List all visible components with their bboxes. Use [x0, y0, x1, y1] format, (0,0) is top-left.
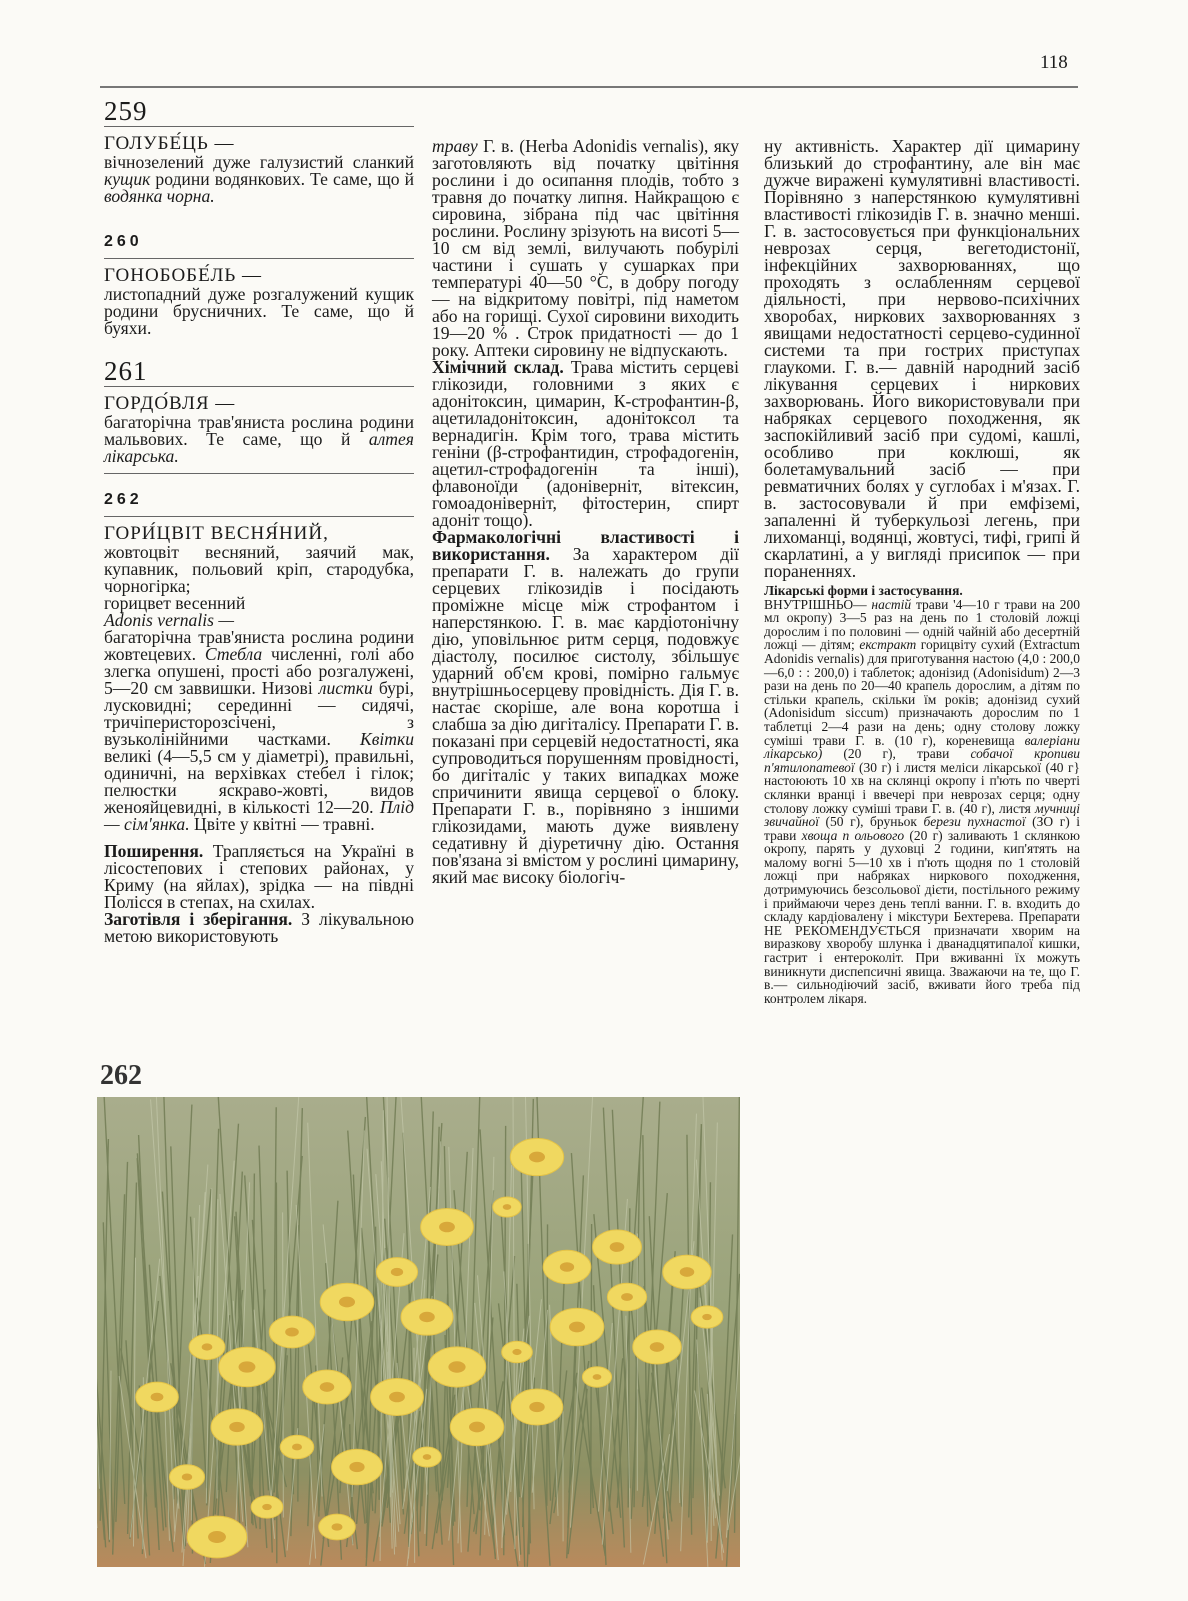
dosage-forms: Лікарські форми і застосування. ВНУТРІШНЬО— настій трави '4—10 г трави на 200 мл окропу) 3—5 раз на день по 1 столовій ложці дорослим і по половині — одній чайній або десертній ложці — дітям; екстракт горицвіту сухий (Extractum Adonidis vernalis) для приготування настою (4,0 : 200,0—6,0 : : 200,0) і таблеток; адонізид (Adonisidum) 2—3 рази на день по 20—40 крапель дорослим, а дітям по стільки крапель, скільки їм років; адонізид сухий (Adonisidum siccum) призначають дорослим по 1 таблетці 2—4 рази на день; одну столову ложку суміші трави Г. в. (10 г), кореневища валеріани лікарсько) (20 г), трави собачої кропиви п'ятилопатевої (30 г) і листя меліси лікарської (40 г} настоюють 10 хв на склянці окропу і п'ють по чверті склянки вранці і ввечері при неврозах серця; одну столову ложку суміші трави Г. в. (40 г), листя мучниці звичайної (50 г), бруньок берези пухнастої (ЗО г) і трави хвоща п ольового (20 г) заливають 1 склянкою окропу, парять у духовці 2 години, кип'ятять на малому вогні 5—10 хв і п'ють щодня по 1 столовій ложці при набряках ниркового походження, дотримуючись безсольової дієти, постільного режиму і приймаючи через день теплі ванни. Г. в. входить до складу кардіовалену і мікстури Бехтерева. Препарати НЕ РЕКОМЕНДУЄТЬСЯ призначати хворим на виразкову хворобу шлунка і дванадцятипалої кишки, гастрит і ентероколіт. При вживанні їх можуть виникнути диспепсичні явища. Зважаючи на те, що Г. в.— сильнодіючий засіб, вживати його треба під контролем лікаря. [764, 583, 1081, 1006]
flower-center [448, 1361, 465, 1372]
entry-261 [104, 356, 414, 474]
flower-center [151, 1393, 164, 1402]
flower-center [202, 1343, 213, 1350]
entry-headword: ГОНОБОБЕ́ЛЬ — [104, 265, 262, 286]
flower-center [529, 1152, 545, 1163]
entry-headword: ГОРИ́ЦВІТ ВЕСНЯ́НИЙ, [104, 523, 329, 544]
flower-center [239, 1361, 256, 1372]
entry-rule [104, 516, 414, 517]
entry-260 [104, 232, 414, 337]
figure-number: 262 [100, 1060, 142, 1091]
entry-text: жовтоцвіт весняний, заячий мак, купавник, польовий кріп, стародубка, чорногірка; горицвет весенний Adonis vernalis — багаторічна трав'яниста рослина родини жовтецевих. Стебла численні, голі або злегка опушені, прості або розгалужені, 5—20 см заввишки. Низові листки бурі, лусковидні; серединні — сидячі, тричіперисторозсічені, з вузьколінійними частками. Квітки великі (4—5,5 см у діаметрі), правильні, одиничні, на верхівках стебел і гілок; пелюстки яскраво-жовті, видов женояйцевидні, в кількості 12—20. Плід — сім'янка. Цвіте у квітні — травні. Поширення. Трапляється на Україні в лісостепових і степових районах, у Криму (на яйлах), зрідка — на півдні Полісся в степах, на схилах. Заготівля і зберігання. З лікувальною метою використовують [104, 542, 415, 946]
flower-center [593, 1374, 602, 1380]
entry-rule [104, 258, 414, 259]
flower-center [332, 1523, 343, 1530]
top-rule [100, 86, 1078, 88]
column-3 [764, 138, 1080, 1005]
entry-headword: ГОЛУБЕ́ЦЬ — [104, 133, 235, 154]
flower-center [320, 1382, 335, 1392]
entry-rule [104, 473, 414, 474]
column-2 [432, 138, 739, 886]
flower-center [419, 1312, 435, 1322]
flower-center [182, 1473, 193, 1480]
page-number: 118 [1040, 52, 1068, 73]
entry-rule [104, 386, 414, 387]
flower-center [560, 1262, 574, 1272]
entry-number: 260 [104, 233, 143, 250]
flower-center [262, 1504, 272, 1510]
flower-center [702, 1314, 712, 1320]
flower-center [439, 1222, 455, 1233]
entry-text: листопадний дуже розгалужений кущик родини брусничних. Те саме, що й буяхи. [104, 284, 414, 338]
flower-center [621, 1293, 633, 1301]
column-2-text: траву Г. в. (Herba Adonidis vernalis), яку заготовляють від початку цвітіння рослини і до осипання плодів, тобто з травня до початку липня. Найкращою є сировина, зібрана під час цвітіння рослини. Рослину зрізують на висоті 5—10 см від землі, вилучають побурілі частини і сушать у сушарках при температурі 40—50 °С, в добру погоду — на відкритому повітрі, під наметом або на горищі. Сухої сировини виходить 19—20 % . Строк придатності — до 1 року. Аптеки сировину не відпускають. Хімічний склад. Трава містить серцеві глікозиди, головними з яких є адонітоксин, цимарин, К-строфантин-β, ацетиладонітоксин, адонітоксол та вернадигін. Крім того, трава містить геніни (β-строфантидин, строфадогенін, ацетил-строфадогенін та інші), флавоноїди (адоніверніт, вітексин, гомоадоніверніт, фітостерин, спирт адоніт тощо). Фармакологічні властивості і використання. За характером дії препарати Г. в. належать до групи серцевих глікозидів і посідають проміжне місце між строфантом і наперстянкою. Г. в. має кардіотонічну дію, уповільнює ритм серця, подовжує діастолу, посилює систолу, збільшує ударний об'єм крові, помірно гальмує внутрішньосерцеву провідність. Дія Г. в. настає скоріше, але вона коротша і слабша за дію дигіталісу. Препарати Г. в. показані при серцевій недостатності, яка супроводиться порушенням провідності, бо дигіталіс у таких випадках може спричинити явища серцевої о блоку. Препарати Г. в., порівняно з іншими глікозидами, мають дуже виявлену седативну й діуретичну дію. Остання пов'язана зі вмістом у рослині цимарину, який має високу біологіч- [432, 136, 739, 887]
flower-center [285, 1327, 299, 1336]
entry-number: 259 [104, 96, 148, 126]
entry-262 [104, 490, 414, 945]
flower-center [349, 1462, 364, 1472]
entry-259 [104, 96, 414, 205]
entry-text: багаторічна трав'яниста рослина родини мальвових. Те саме, що й алтея лікарська. [104, 412, 414, 466]
entry-number: 261 [104, 356, 148, 386]
flower-center [569, 1322, 585, 1333]
flower-photo [97, 1097, 740, 1567]
flower-center [529, 1402, 544, 1412]
entry-number: 262 [104, 491, 143, 508]
flower-center [389, 1392, 405, 1403]
flower-center [391, 1268, 403, 1276]
flower-center [208, 1531, 226, 1543]
flower-center [650, 1342, 665, 1352]
flower-center [229, 1422, 245, 1432]
flower-center [680, 1267, 695, 1277]
entry-text: вічнозелений дуже галузистий сланкий кущик родини водянкових. Те саме, що й водянка чорна. [104, 152, 414, 206]
flower-center [292, 1444, 302, 1451]
column-3-text: ну активність. Характер дії цимарину близький до строфантину, але він має дужче виражені кумулятивні властивості. Порівняно з наперстянкою кумулятивні властивості глікозидів Г. в. значно менші. Г. в. застосовується при функціональних неврозах серця, вегетодистонії, інфекційних захворюваннях, що проходять з ослабленням серцевої діяльності, при нервово-психічних хворобах, ниркових захворюваннях з явищами недостатності серцево-судинної системи та при гострих приступах глаукоми. Г. в.— давній народний засіб лікування серцевих і ниркових захворювань. Його використовували при набряках серцевого походження, як заспокійливий засіб при судомі, кашлі, особливо при коклюші, як болетамувальний засіб — при ревматичних болях у суглобах і м'язах. Г. в. застосовували й при емфіземі, запаленні й туберкульозі легень, при лихоманці, водянці, жовтусі, тифі, грипі й скарлатині, а у вигляді присипок — при пораненнях. [764, 136, 1080, 581]
flower-center [610, 1242, 625, 1252]
entry-headword: ГОРДО́ВЛЯ — [104, 393, 236, 414]
flower-center [512, 1349, 521, 1355]
flower-center [469, 1422, 485, 1433]
flower-center [503, 1204, 512, 1210]
flower-center [339, 1297, 355, 1308]
entry-rule [104, 126, 414, 127]
flower-center [423, 1454, 432, 1460]
